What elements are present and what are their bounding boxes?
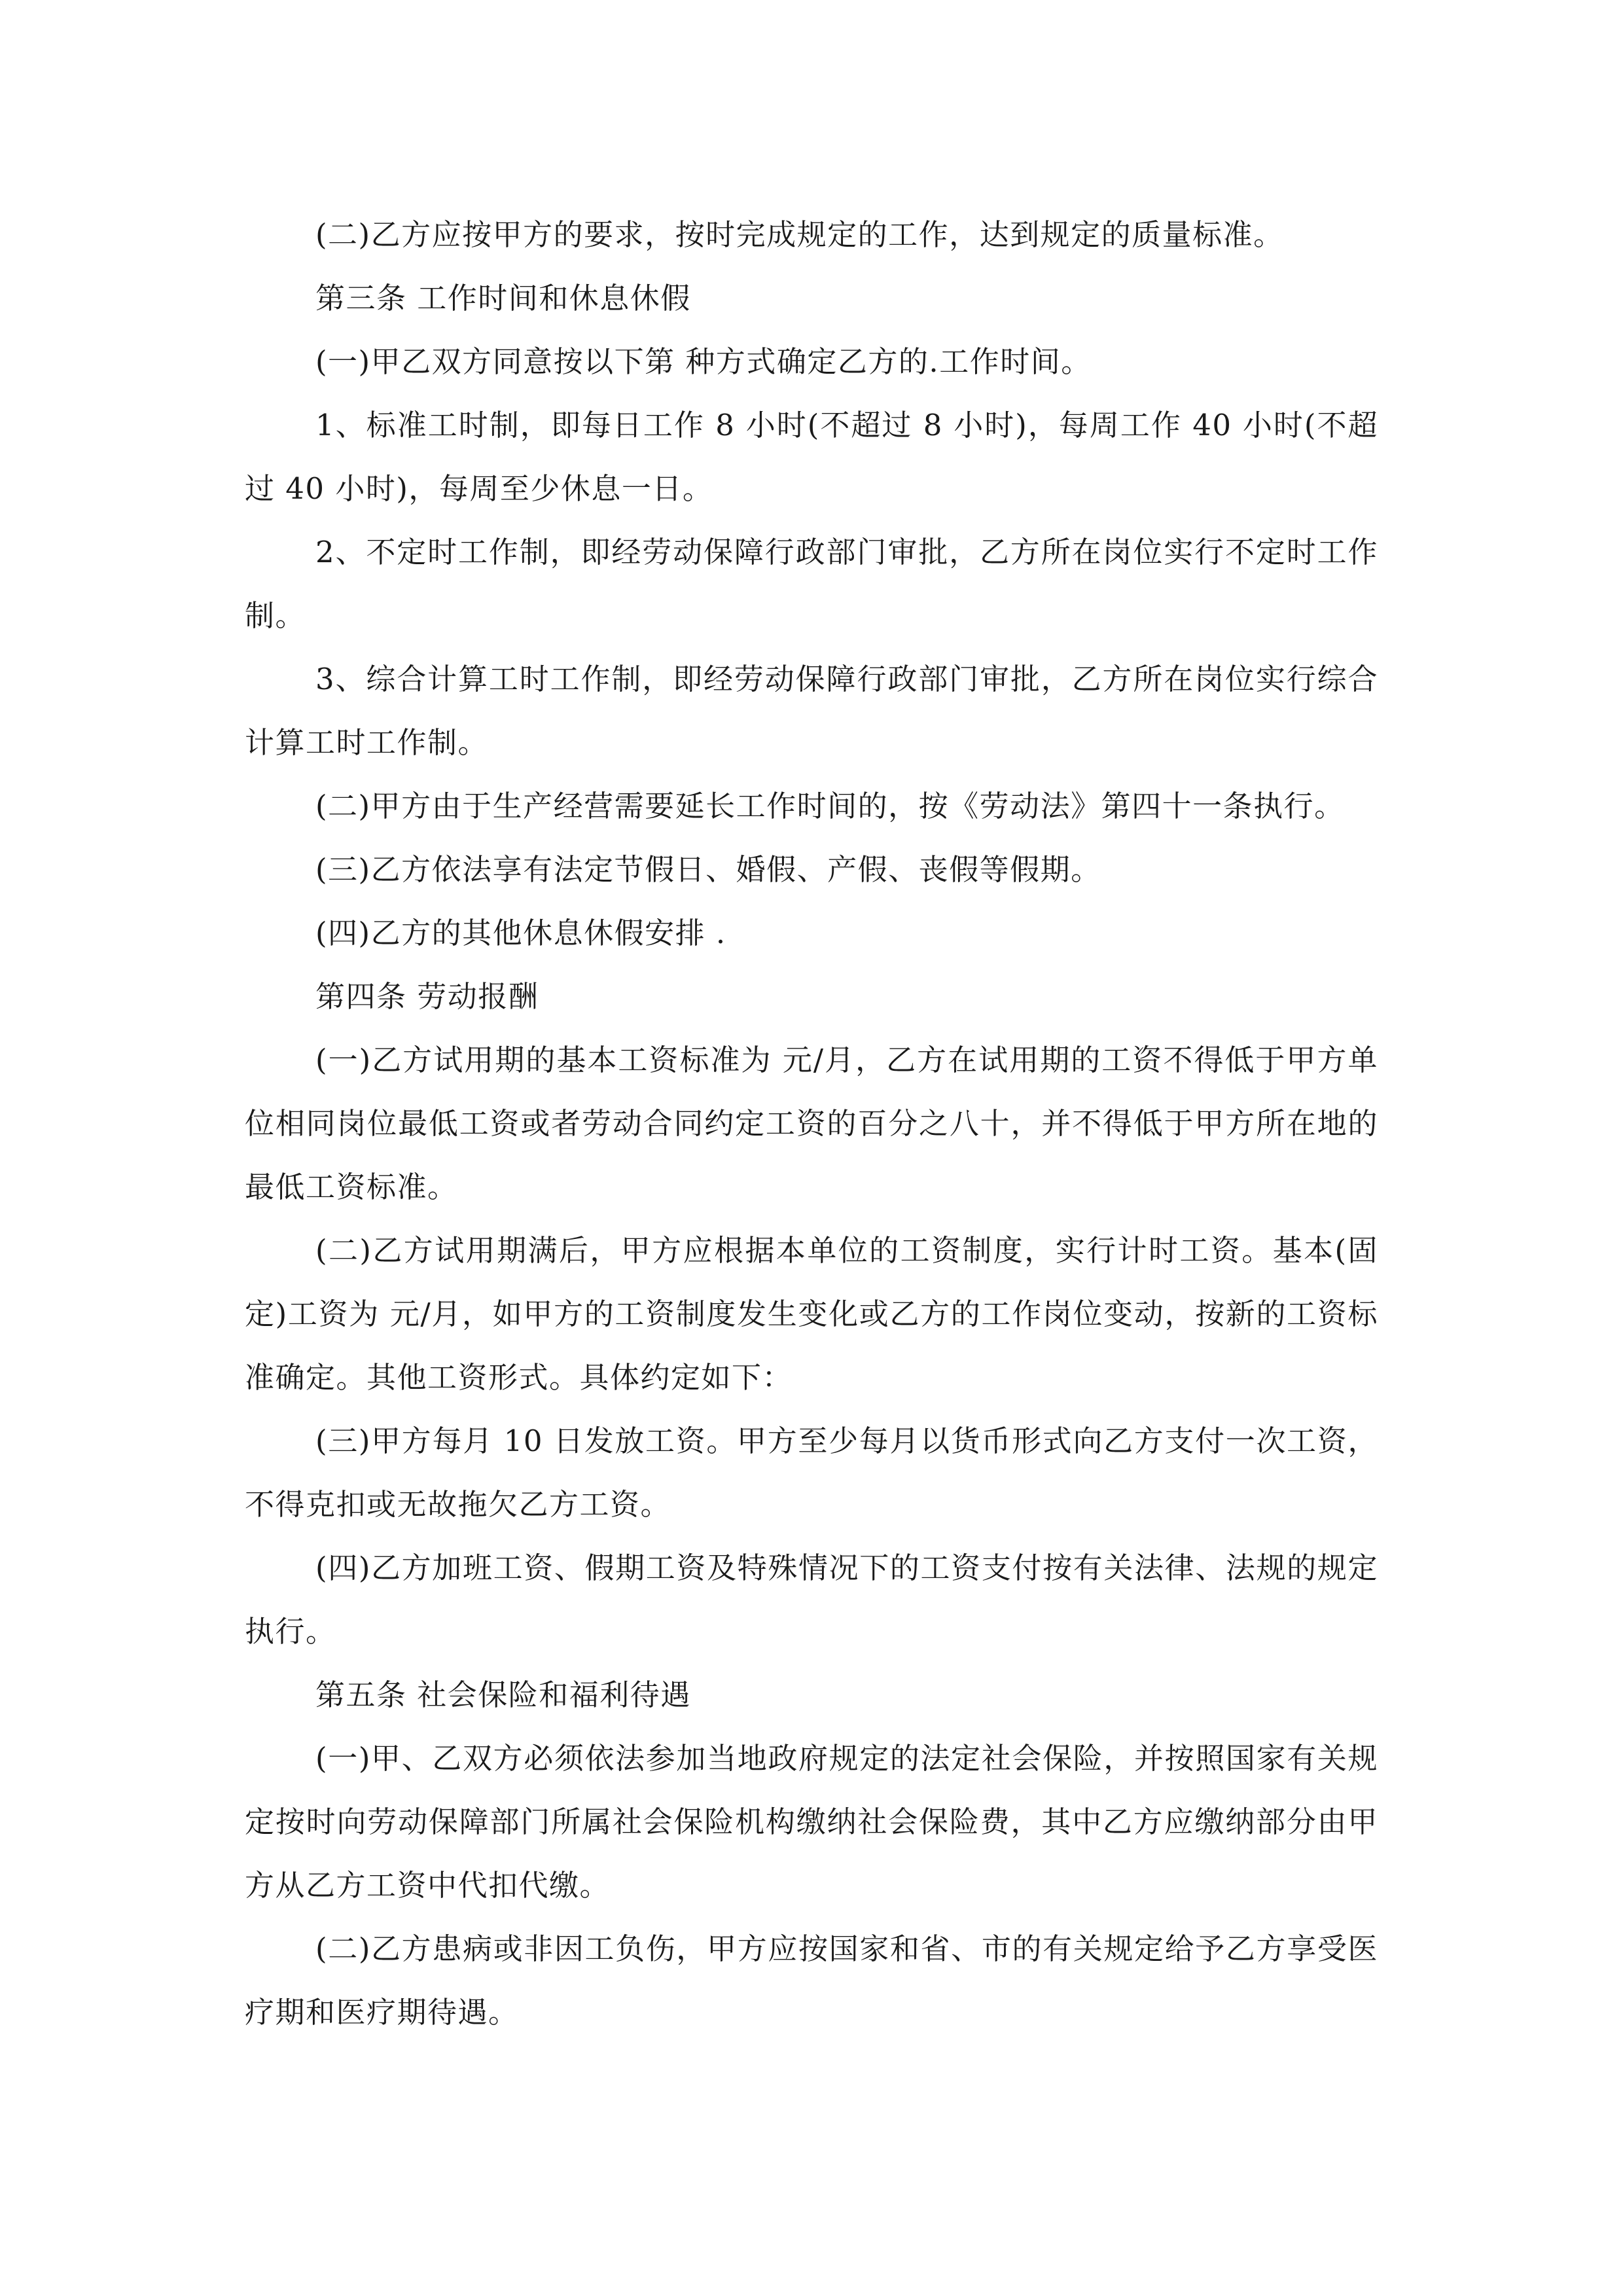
section-heading: 第三条 工作时间和休息休假 bbox=[315, 281, 691, 315]
paragraph: (二)乙方应按甲方的要求，按时完成规定的工作，达到规定的质量标准。 bbox=[315, 217, 1284, 252]
paragraph: 1、标准工时制，即每日工作 8 小时(不超过 8 小时)，每周工作 40 小时(不超过 40 小时)，每周至少休息一日。 bbox=[245, 408, 1378, 506]
paragraph: (一)乙方试用期的基本工资标准为 元/月，乙方在试用期的工资不得低于甲方单位相同岗位最低工资或者劳动合同约定工资的百分之八十，并不得低于甲方所在地的最低工资标准。 bbox=[245, 1043, 1378, 1204]
paragraph: (三)甲方每月 10 日发放工资。甲方至少每月以货币形式向乙方支付一次工资，不得克扣或无故拖欠乙方工资。 bbox=[245, 1424, 1378, 1522]
paragraph: (二)乙方试用期满后，甲方应根据本单位的工资制度，实行计时工资。基本(固定)工资为 元/月，如甲方的工资制度发生变化或乙方的工作岗位变动，按新的工资标准确定。其他工资形式。具体约定如下： bbox=[245, 1233, 1378, 1395]
paragraph: (一)甲乙双方同意按以下第 种方式确定乙方的.工作时间。 bbox=[315, 344, 1092, 379]
paragraph: 2、不定时工作制，即经劳动保障行政部门审批，乙方所在岗位实行不定时工作制。 bbox=[245, 535, 1378, 633]
paragraph: (四)乙方加班工资、假期工资及特殊情况下的工资支付按有关法律、法规的规定执行。 bbox=[245, 1551, 1378, 1649]
section-heading: 第四条 劳动报酬 bbox=[315, 979, 539, 1014]
paragraph: (四)乙方的其他休息休假安排 . bbox=[315, 916, 726, 950]
paragraph: (二)甲方由于生产经营需要延长工作时间的，按《劳动法》第四十一条执行。 bbox=[315, 789, 1345, 823]
paragraph: (一)甲、乙双方必须依法参加当地政府规定的法定社会保险，并按照国家有关规定按时向劳动保障部门所属社会保险机构缴纳社会保险费，其中乙方应缴纳部分由甲方从乙方工资中代扣代缴。 bbox=[245, 1741, 1378, 1903]
section-heading: 第五条 社会保险和福利待遇 bbox=[315, 1677, 691, 1712]
paragraph: (二)乙方患病或非因工负伤，甲方应按国家和省、市的有关规定给予乙方享受医疗期和医疗期待遇。 bbox=[245, 1931, 1378, 2030]
paragraph: (三)乙方依法享有法定节假日、婚假、产假、丧假等假期。 bbox=[315, 852, 1101, 887]
document-body bbox=[245, 203, 1378, 2044]
paragraph: 3、综合计算工时工作制，即经劳动保障行政部门审批，乙方所在岗位实行综合计算工时工作制。 bbox=[245, 662, 1378, 760]
